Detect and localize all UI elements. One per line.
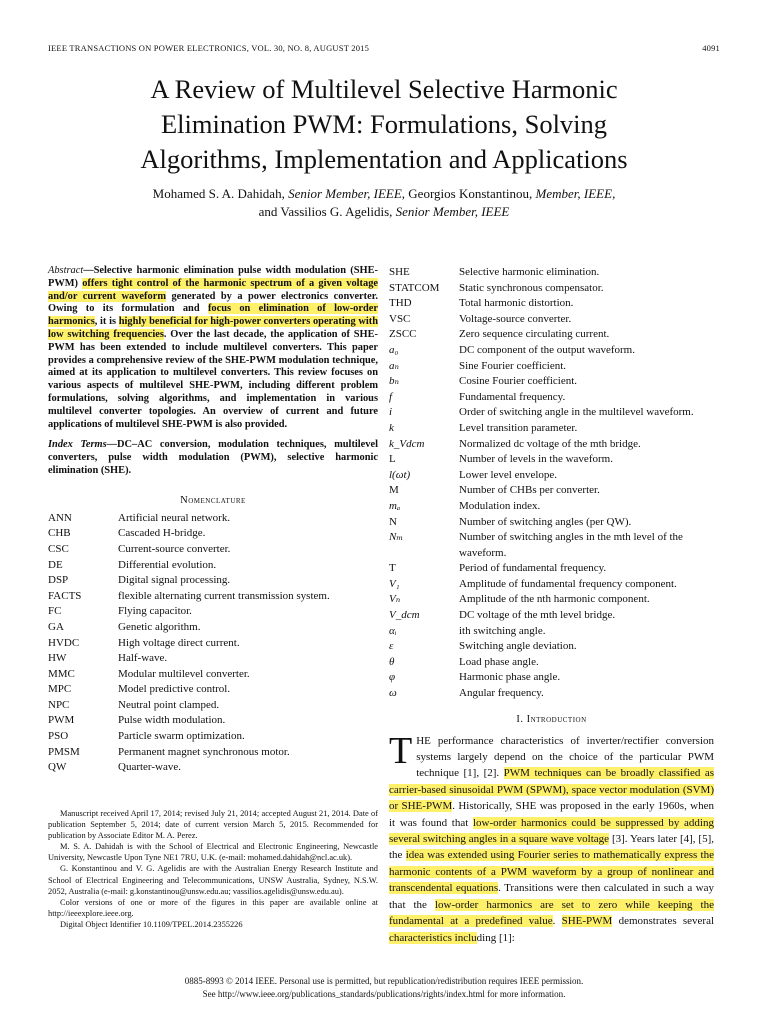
nomenclature-row [389,577,714,593]
nomenclature-term: φ [389,671,396,684]
nomenclature-row [389,530,714,561]
nomenclature-definition: Modular multilevel converter. [118,667,250,680]
nomenclature-definition: Cosine Fourier coefficient. [459,375,578,388]
nomenclature-term: CSC [48,542,69,555]
highlight: low-order harmonics are set to zero while keeping the fundamental at a predefined value [389,898,714,928]
nomenclature-definition: Number of switching angles in the mth level of the waveform. [459,531,683,559]
nomenclature-definition: Genetic algorithm. [118,620,201,633]
nomenclature-definition: Normalized dc voltage of the mth bridge. [459,437,641,450]
highlight: PWM techniques can be broadly classified as carrier-based sinusoidal PWM (SPWM), space vector modulation (SVM) or SHE-PWM [389,767,714,813]
nomenclature-row [389,686,714,702]
nomenclature-definition: Number of switching angles (per QW). [459,515,632,528]
paper-title [40,72,728,177]
nomenclature-term: i [389,406,393,419]
nomenclature-definition: Level transition parameter. [459,421,578,434]
introduction-paragraph [389,729,715,946]
nomenclature-term: N [389,515,397,528]
nomenclature-term: a₀ [389,343,399,356]
nomenclature-term: HVDC [48,636,80,649]
body-text: . [552,915,562,928]
footnote: Manuscript received April 17, 2014; revised July 21, 2014; accepted August 21, 2014. Date of publication September 5, 2014; date of current version March 5, 2015. Recommended for publication by Associate Editor M. A. Perez. [48,809,378,841]
nomenclature-row [389,624,714,640]
nomenclature-row [389,561,714,577]
nomenclature-term: DSP [48,574,69,587]
body-text: HE performance characteristics of inverter/rectifier conversion systems largely depend on the choice of the particular PWM technique [1], [2]. [416,734,714,780]
nomenclature-row [48,698,378,714]
nomenclature-row [48,573,378,589]
nomenclature-row [389,296,714,312]
nomenclature-row [48,682,378,698]
nomenclature-row [389,483,714,499]
nomenclature-row [48,558,378,574]
nomenclature-definition: Cascaded H-bridge. [118,527,206,540]
index-terms-text: —DC–AC conversion, modulation techniques, multilevel converters, pulse width modulation (PWM), selective harmonic elimination (SHE). [48,439,378,476]
running-header: IEEE TRANSACTIONS ON POWER ELECTRONICS, VOL. 30, NO. 8, AUGUST 2015 [48,43,370,53]
footnotes [48,808,378,930]
footnote: Digital Object Identifier 10.1109/TPEL.2014.2355226 [60,919,243,929]
nomenclature-definition: Particle swarm optimization. [118,730,245,743]
nomenclature-definition: Amplitude of fundamental frequency component. [459,577,677,590]
copyright-footer [40,975,728,1001]
nomenclature-term: l(ωt) [389,468,411,481]
nomenclature-term: ε [389,640,394,653]
nomenclature-term: DE [48,558,63,571]
nomenclature-row [389,452,714,468]
index-terms-label: Index Terms [48,439,107,451]
nomenclature-term: MPC [48,683,72,696]
introduction-heading: I. Introduction [516,713,587,725]
nomenclature-row [389,655,714,671]
abstract-text: generated by a power electronics converter. Owing to its formulation and [48,290,378,315]
nomenclature-row [389,670,714,686]
right-column [389,265,714,946]
highlight: focus on elimination of low-order harmonics [48,303,378,328]
abstract-text: —Selective harmonic elimination pulse width modulation (SHE-PWM) [48,265,378,289]
nomenclature-definition: Zero sequence circulating current. [459,328,610,341]
drop-cap: T [389,729,413,772]
nomenclature-term: STATCOM [389,281,440,294]
nomenclature-row [48,526,378,542]
nomenclature-term: V₁ [389,577,400,590]
nomenclature-term: Nₘ [389,531,404,544]
nomenclature-row [48,542,378,558]
page-number: 4091 [702,43,720,53]
nomenclature-row [389,639,714,655]
nomenclature-row [389,592,714,608]
nomenclature-row [48,667,378,683]
nomenclature-term: FACTS [48,589,82,602]
nomenclature-term: k_Vdcm [389,437,425,450]
nomenclature-term: THD [389,297,412,310]
nomenclature-row [48,589,378,605]
nomenclature-term: V_dcm [389,609,420,622]
abstract [48,265,378,431]
body-text: [3]. Years later [4], [5], the [389,833,714,862]
nomenclature-term: MMC [48,667,75,680]
nomenclature-term: VSC [389,312,411,325]
nomenclature-term: k [389,421,394,434]
nomenclature-definition: Differential evolution. [118,558,217,571]
nomenclature-term: PWM [48,714,75,727]
author-name: and Vassilios G. Agelidis, [258,204,396,219]
nomenclature-row [389,327,714,343]
abstract-text: , it is [94,316,119,328]
nomenclature-row [389,468,714,484]
nomenclature-definition: Pulse width modulation. [118,714,226,727]
nomenclature-definition: Voltage-source converter. [459,312,572,325]
highlight: idea was extended using Fourier series to mathematically express the harmonic contents of a PWM waveform by a group of nonlinear and transcendental equations [389,849,714,895]
nomenclature-row [389,374,714,390]
nomenclature-term: CHB [48,527,71,540]
nomenclature-row [389,515,714,531]
author-role: Senior Member, IEEE [395,204,510,219]
nomenclature-row [389,390,714,406]
nomenclature-definition: flexible alternating current transmission system. [118,589,330,602]
nomenclature-term: PSO [48,730,69,743]
nomenclature-term: FC [48,605,62,618]
body-text: ding [1]: [476,931,515,944]
nomenclature-row [48,760,378,776]
left-column [48,265,378,776]
nomenclature-row [389,359,714,375]
author-name: , Georgios Konstantinou, [401,186,536,201]
nomenclature-term: θ [389,655,395,668]
nomenclature-term: HW [48,652,67,665]
nomenclature-definition: Order of switching angle in the multilevel waveform. [459,406,694,419]
nomenclature-definition: Modulation index. [459,499,541,512]
nomenclature-term: Vₙ [389,593,401,606]
title-line: A Review of Multilevel Selective Harmonic [150,74,618,104]
nomenclature-row [389,499,714,515]
author-line: Mohamed S. A. Dahidah, Senior Member, IEEE, Georgios Konstantinou, Member, IEEE, [152,186,616,201]
nomenclature-row [389,421,714,437]
index-terms [48,439,378,477]
nomenclature-term: aₙ [389,359,399,372]
nomenclature-term: T [389,562,396,575]
nomenclature-term: SHE [389,266,410,278]
title-line: Algorithms, Implementation and Applications [140,144,628,174]
nomenclature-term: QW [48,761,67,774]
nomenclature-definition: ith switching angle. [459,624,546,637]
abstract-text: . Over the last decade, the application of SHE-PWM has been extended to include multilevel converters. This paper provides a comprehensive review of the SHE-PWM modulation technique, aimed at its application to multilevel converters. This review focuses on various aspects of multilevel SHE-PWM, including different problem formulations, solving algorithms, and implementation in various multilevel converter topologies. An overview of current and future applications of multilevel SHE-PWM is also provided. [48,328,378,430]
nomenclature-definition: DC component of the output waveform. [459,343,635,356]
highlight: characteristics inclu [389,931,477,944]
body-text: demonstrates several [612,915,715,928]
nomenclature-term: GA [48,620,64,633]
nomenclature-definition: Quarter-wave. [118,761,181,774]
nomenclature-definition: High voltage direct current. [118,636,240,649]
title-line: Elimination PWM: Formulations, Solving [160,109,608,139]
nomenclature-definition: Permanent magnet synchronous motor. [118,745,290,758]
nomenclature-heading: Nomenclature [180,494,246,506]
nomenclature-table-right [389,265,714,702]
nomenclature-term: L [389,453,396,466]
nomenclature-row [389,343,714,359]
nomenclature-row [389,265,714,281]
nomenclature-term: ANN [48,511,72,524]
nomenclature-row [48,636,378,652]
nomenclature-definition: Model predictive control. [118,683,231,696]
nomenclature-row [389,405,714,421]
nomenclature-definition: Selective harmonic elimination. [459,266,600,278]
nomenclature-definition: Period of fundamental frequency. [459,562,607,575]
nomenclature-definition: Lower level envelope. [459,468,558,481]
footnote: G. Konstantinou and V. G. Agelidis are with the Australian Energy Research Institute and School of Electrical Engineering and Telecommunications, UNSW Australia, Sydney, N.S.W. 2052, Australia (e-mail: g.konstantinou@unsw.edu.au; vassilios.agelidis@unsw.edu.au). [48,864,378,896]
body-text: . Historically, SHE was proposed in the early 1960s, when it was found that [389,800,714,829]
nomenclature-definition: Digital signal processing. [118,574,231,587]
nomenclature-row [48,620,378,636]
nomenclature-row [389,312,714,328]
nomenclature-definition: Amplitude of the nth harmonic component. [459,593,650,606]
footer-line: See http://www.ieee.org/publications_standards/publications/rights/index.html for more information. [202,989,566,999]
nomenclature-row [48,729,378,745]
nomenclature-row [48,713,378,729]
body-text: . Transitions were then calculated in such a way that the [389,882,714,911]
nomenclature-term: ZSCC [389,328,417,341]
highlight: SHE-PWM [561,915,613,928]
nomenclature-definition: Sine Fourier coefficient. [459,359,567,372]
author-line [40,203,728,221]
nomenclature-row [389,608,714,624]
nomenclature-definition: Number of CHBs per converter. [459,484,600,497]
nomenclature-definition: Switching angle deviation. [459,640,577,653]
author-name: Mohamed S. A. Dahidah, [152,186,289,201]
author-role: Senior Member, IEEE [288,186,402,201]
nomenclature-term: NPC [48,698,70,711]
nomenclature-definition: Number of levels in the waveform. [459,453,613,466]
nomenclature-term: αᵢ [389,624,397,637]
nomenclature-definition: Flying capacitor. [118,605,192,618]
nomenclature-definition: Artificial neural network. [118,511,231,524]
nomenclature-definition: Angular frequency. [459,687,544,700]
nomenclature-term: bₙ [389,375,399,388]
nomenclature-definition: Neutral point clamped. [118,698,220,711]
highlight: highly beneficial for high-power converters operating with low switching frequencies [48,316,378,340]
nomenclature-definition: Current-source converter. [118,542,231,555]
nomenclature-term: PMSM [48,745,80,758]
footnote: M. S. A. Dahidah is with the School of Electrical and Electronic Engineering, Newcastle University, Newcastle Upon Tyne NE1 7RU, U.K. (e-mail: mohamed.dahidah@ncl.ac.uk). [48,842,378,863]
footer-line: 0885-8993 © 2014 IEEE. Personal use is permitted, but republication/redistribution requires IEEE permission. [184,976,584,986]
highlight: low-order harmonics could be suppressed by adding several switching angles in a square wave voltage [389,816,714,846]
footnote: Color versions of one or more of the figures in this paper are available online at http://ieeexplore.ieee.org. [48,897,378,918]
nomenclature-row [389,437,714,453]
nomenclature-term: ω [389,687,397,700]
nomenclature-definition: DC voltage of the mth level bridge. [459,609,616,622]
nomenclature-definition: Total harmonic distortion. [459,297,574,310]
nomenclature-table-left [48,511,378,776]
nomenclature-definition: Harmonic phase angle. [459,671,561,684]
nomenclature-row [389,281,714,297]
nomenclature-term: f [389,390,393,403]
nomenclature-definition: Fundamental frequency. [459,390,566,403]
nomenclature-row [48,651,378,667]
nomenclature-term: mₐ [389,499,401,512]
author-role: Member, IEEE [535,186,613,201]
nomenclature-row [48,745,378,761]
nomenclature-definition: Half-wave. [118,652,168,665]
nomenclature-definition: Load phase angle. [459,655,539,668]
nomenclature-term: M [389,484,399,497]
highlight: offers tight control of the harmonic spectrum of a given voltage and/or current waveform [48,277,378,302]
author-list [40,185,728,221]
abstract-label: Abstract [48,265,84,276]
nomenclature-row [48,604,378,620]
nomenclature-definition: Static synchronous compensator. [459,281,604,294]
nomenclature-row [48,511,378,527]
